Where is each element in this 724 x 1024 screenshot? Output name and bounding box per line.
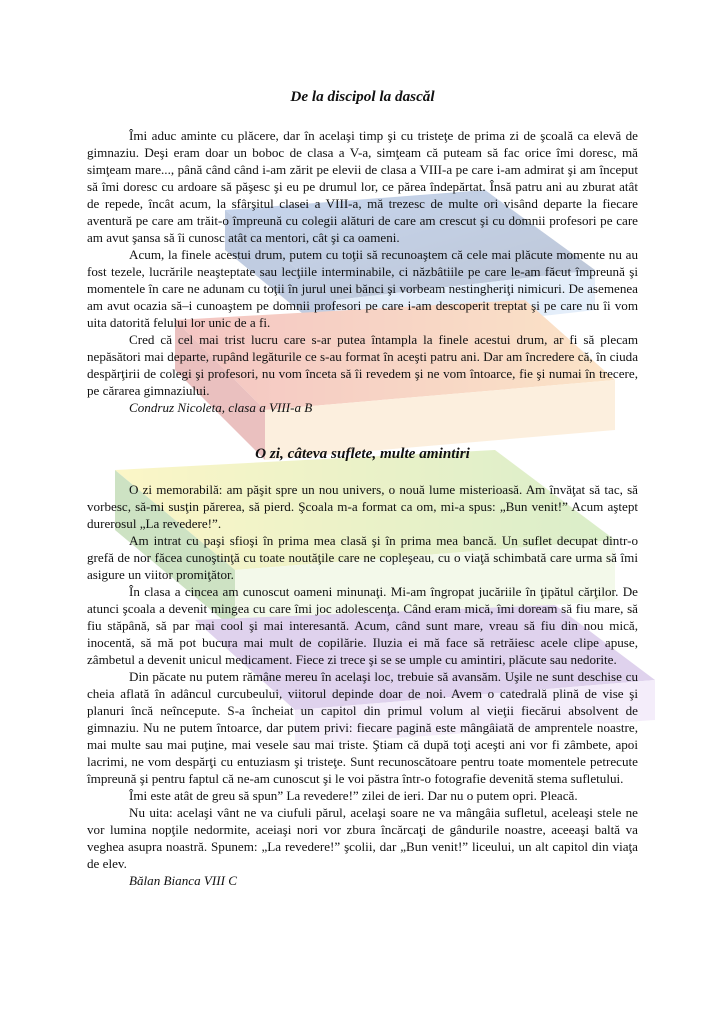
paragraph: Acum, la finele acestui drum, putem cu toţii să recunoaştem că cele mai plăcute momente nu au fost tezele, lucrările neaşteptate sau lecţiile interminabile, ci năzbâtiile pe care le-am făcut împreună şi momentele în care ne adunam cu toţii în jurul unei bănci şi vorbeam nestingheriţi nimicuri. De asemenea am avut ocazia să–i cunoaştem pe domnii profesori pe care i-am descoperit treptat şi pe care nu îi vom uita datorită felului lor unic de a fi. xyxy=(87,247,638,330)
article-author: Bălan Bianca VIII C xyxy=(129,873,237,888)
paragraph: Cred că cel mai trist lucru care s-ar putea întampla la finele acestui drum, ar fi să plecam nepăsători mai departe, rupând legăturile ce s-au format în aceşti patru ani. Dar am încredere că, în ciuda despărţirii de colegi şi profesori, nu vom înceta să îi revedem şi ne vom întoarce, fie şi numai în trecere, pe cărarea gimnaziului. xyxy=(87,332,638,398)
paragraph: Nu uita: acelaşi vânt ne va ciufuli părul, acelaşi soare ne va mângâia sufletul, aceleaşi stele ne vor lumina nopţile nedormite, aceiaşi nori vor zbura încărcaţi de gândurile noastre, aceeaşi baltă va veghea asupra noastră. Spunem: „La revedere!” şcolii, dar „Bun venit!” liceului, un alt capitol din viaţa de elev. xyxy=(87,805,638,871)
article-author: Condruz Nicoleta, clasa a VIII-a B xyxy=(129,400,313,415)
paragraph: O zi memorabilă: am păşit spre un nou univers, o nouă lume misterioasă. Am învăţat să tac, să vorbesc, să-mi susţin părerea, să pierd. Şcoala m-a format ca om, mi-a spus: „Bun venit!” Acum aştept durerosul „La revedere!”. xyxy=(87,482,638,531)
article-title: O zi, câteva suflete, multe amintiri xyxy=(255,445,470,462)
paragraph: Îmi aduc aminte cu plăcere, dar în acelaşi timp şi cu tristeţe de prima zi de şcoală ca elevă de gimnaziu. Deşi eram doar un boboc de clasa a V-a, simţeam că puteam să fac orice îmi doresc, mă simţeam mare..., până când când i-am zărit pe elevii de clasa a VIII-a pe care i-am admirat şi am început să îmi doresc cu ardoare să păşesc şi eu pe drumul lor, ce părea îndepărtat. Însă patru ani au zburat atât de repede, încât acum, la sfârşitul clasei a VIII-a, mă trezesc de multe ori visând departe la fiecare aventură pe care am trăit-o împreună cu colegii alături de care am crescut şi cu domnii profesori pe care am avut şansa să îi cunosc atât ca mentori, cât şi ca oameni. xyxy=(87,128,638,245)
paragraph: În clasa a cincea am cunoscut oameni minunaţi. Mi-am îngropat jucăriile în ţipătul cărţilor. De atunci şcoala a devenit mingea cu care îmi joc adolescenţa. Când eram mică, îmi doream să fiu mare, să fiu stăpână, să par mai cool şi mai interesantă. Acum, când sunt mare, vreau să fiu din nou mică, inocentă, să mă pot bucura mai mult de copilărie. Iluzia ei mă face să retrăiesc acele clipe apuse, zâmbetul a devenit unicul medicament. Fiece zi trece şi se se umple cu amintiri, plăcute sau nedorite. xyxy=(87,584,638,667)
article-title: De la discipol la dascăl xyxy=(290,88,435,105)
paragraph: Din păcate nu putem rămâne mereu în acelaşi loc, trebuie să avansăm. Uşile ne sunt deschise cu cheia aflată în adâncul curcubeului, viitorul depinde doar de noi. Avem o catedrală plină de vise şi planuri încă neîncepute. S-a încheiat un capitol din primul volum al vieţii fiecărui absolvent de gimnaziu. Nu ne putem întoarce, dar putem privi: fiecare pagină este mângâiată de amprentele noastre, mai multe sau mai puţine, mai vesele sau mai triste. Ştiam că după toţi aceşti ani vor fi zâmbete, apoi lacrimi, ne vom despărţi cu entuziasm şi tristeţe. Sunt recunoscătoare pentru toate momentele petrecute împreună şi pentru faptul că ne-am cunoscut şi le voi păstra într-o fotografie devenită stema sufletului. xyxy=(87,669,638,786)
article-body xyxy=(87,481,638,889)
paragraph: Îmi este atât de greu să spun” La revedere!” zilei de ieri. Dar nu o putem opri. Pleacă. xyxy=(129,788,578,803)
paragraph: Am intrat cu paşi sfioşi în prima mea clasă şi în prima mea bancă. Un suflet decupat dintr-o grefă de nor făcea cunoştinţă cu toate noutăţile care ne copleşeau, cu o viaţă schimbată care urma să îmi asigure un viitor promiţător. xyxy=(87,533,638,582)
article-body xyxy=(87,127,638,416)
